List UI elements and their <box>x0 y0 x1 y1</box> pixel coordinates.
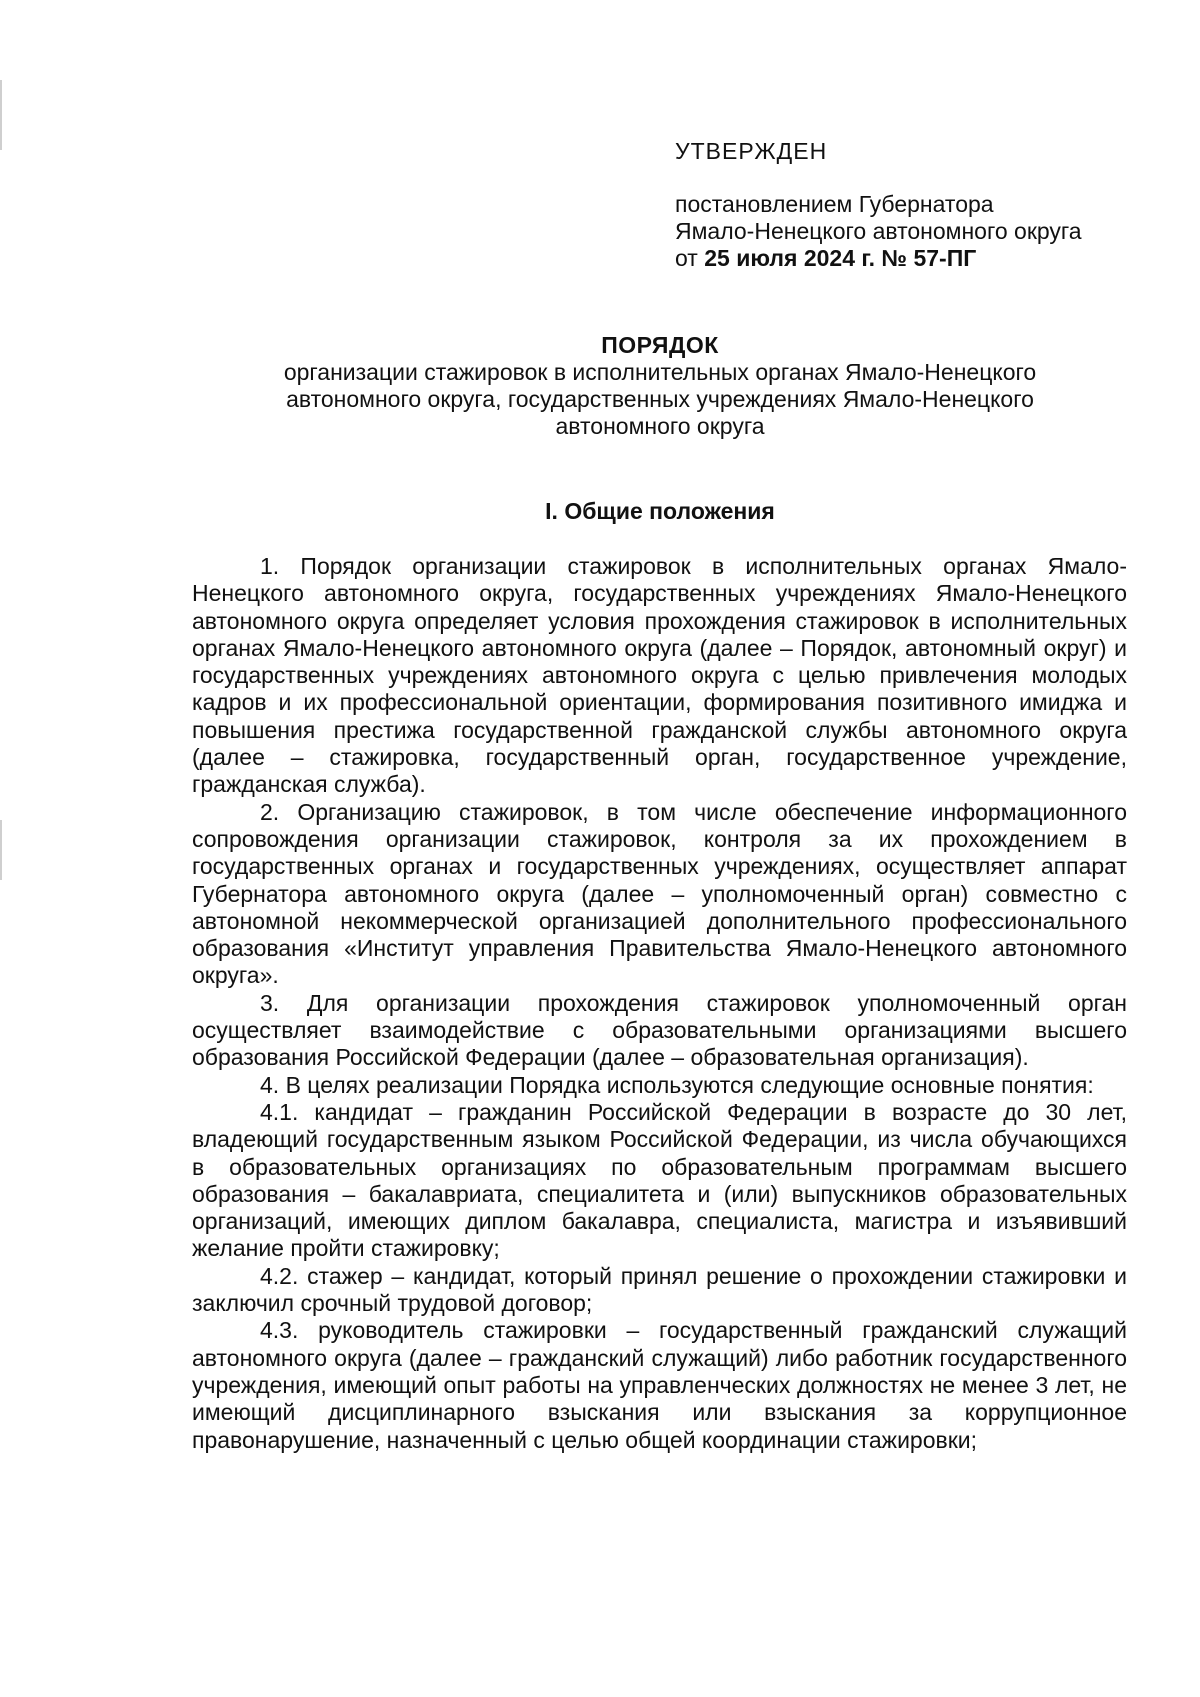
section-heading: I. Общие положения <box>545 498 775 524</box>
scan-edge-mark <box>0 80 2 150</box>
approval-date-value: 25 июля 2024 г. № 57-ПГ <box>704 245 977 271</box>
scan-edge-mark <box>0 820 2 880</box>
approval-stamp <box>675 138 1155 272</box>
paragraph-4: 4. В целях реализации Порядка используются следующие основные понятия: <box>260 1071 1094 1098</box>
approval-line-2: Ямало-Ненецкого автономного округа <box>675 218 1082 244</box>
document-title: ПОРЯДОК <box>601 332 719 358</box>
document-subtitle-line-2: автономного округа, государственных учреждениях Ямало-Ненецкого <box>286 386 1034 412</box>
paragraph-4-3: 4.3. руководитель стажировки – государственный гражданский служащий автономного округа (далее – гражданский служащий) либо работник государственного учреждения, имеющий опыт работы на управленческих должностях не менее 3 лет, не имеющий дисциплинарного взыскания или взыскания за коррупционное правонарушение, назначенный с целью общей координации стажировки; <box>192 1317 1127 1453</box>
approval-line-1: постановлением Губернатора <box>675 191 994 217</box>
document-subtitle-line-3: автономного округа <box>555 413 765 439</box>
document-title-block <box>190 332 1130 440</box>
approval-date-prefix: от <box>675 245 705 271</box>
paragraph-1: 1. Порядок организации стажировок в исполнительных органах Ямало-Ненецкого автономного округа, государственных учреждениях Ямало-Ненецкого автономного округа определяет условия прохождения стажировок в исполнительных органах Ямало-Ненецкого автономного округа (далее – Порядок, автономный округ) и государственных учреждениях автономного округа с целью привлечения молодых кадров и их профессиональной ориентации, формирования позитивного имиджа и повышения престижа государственной гражданской службы автономного округа (далее – стажировка, государственный орган, государственное учреждение, гражданская служба). <box>192 553 1127 798</box>
document-body <box>192 553 1127 1454</box>
paragraph-4-1: 4.1. кандидат – гражданин Российской Федерации в возрасте до 30 лет, владеющий государственным языком Российской Федерации, из числа обучающихся в образовательных организациях по образовательным программам высшего образования – бакалавриата, специалитета и (или) выпускников образовательных организаций, имеющих диплом бакалавра, специалиста, магистра и изъявивший желание пройти стажировку; <box>192 1098 1127 1262</box>
paragraph-3: 3. Для организации прохождения стажировок уполномоченный орган осуществляет взаимодействие с образовательными организациями высшего образования Российской Федерации (далее – образовательная организация). <box>192 989 1127 1071</box>
approval-date-line <box>675 245 1155 272</box>
paragraph-4-2: 4.2. стажер – кандидат, который принял решение о прохождении стажировки и заключил срочный трудовой договор; <box>192 1262 1127 1317</box>
paragraph-2: 2. Организацию стажировок, в том числе обеспечение информационного сопровождения организации стажировок, контроля за их прохождением в государственных органах и государственных учреждениях, осуществляет аппарат Губернатора автономного округа (далее – уполномоченный орган) совместно с автономной некоммерческой организацией дополнительного профессионального образования «Институт управления Правительства Ямало-Ненецкого автономного округа». <box>192 798 1127 989</box>
approval-title: УТВЕРЖДЕН <box>675 138 828 164</box>
document-subtitle-line-1: организации стажировок в исполнительных органах Ямало-Ненецкого <box>283 359 1037 385</box>
